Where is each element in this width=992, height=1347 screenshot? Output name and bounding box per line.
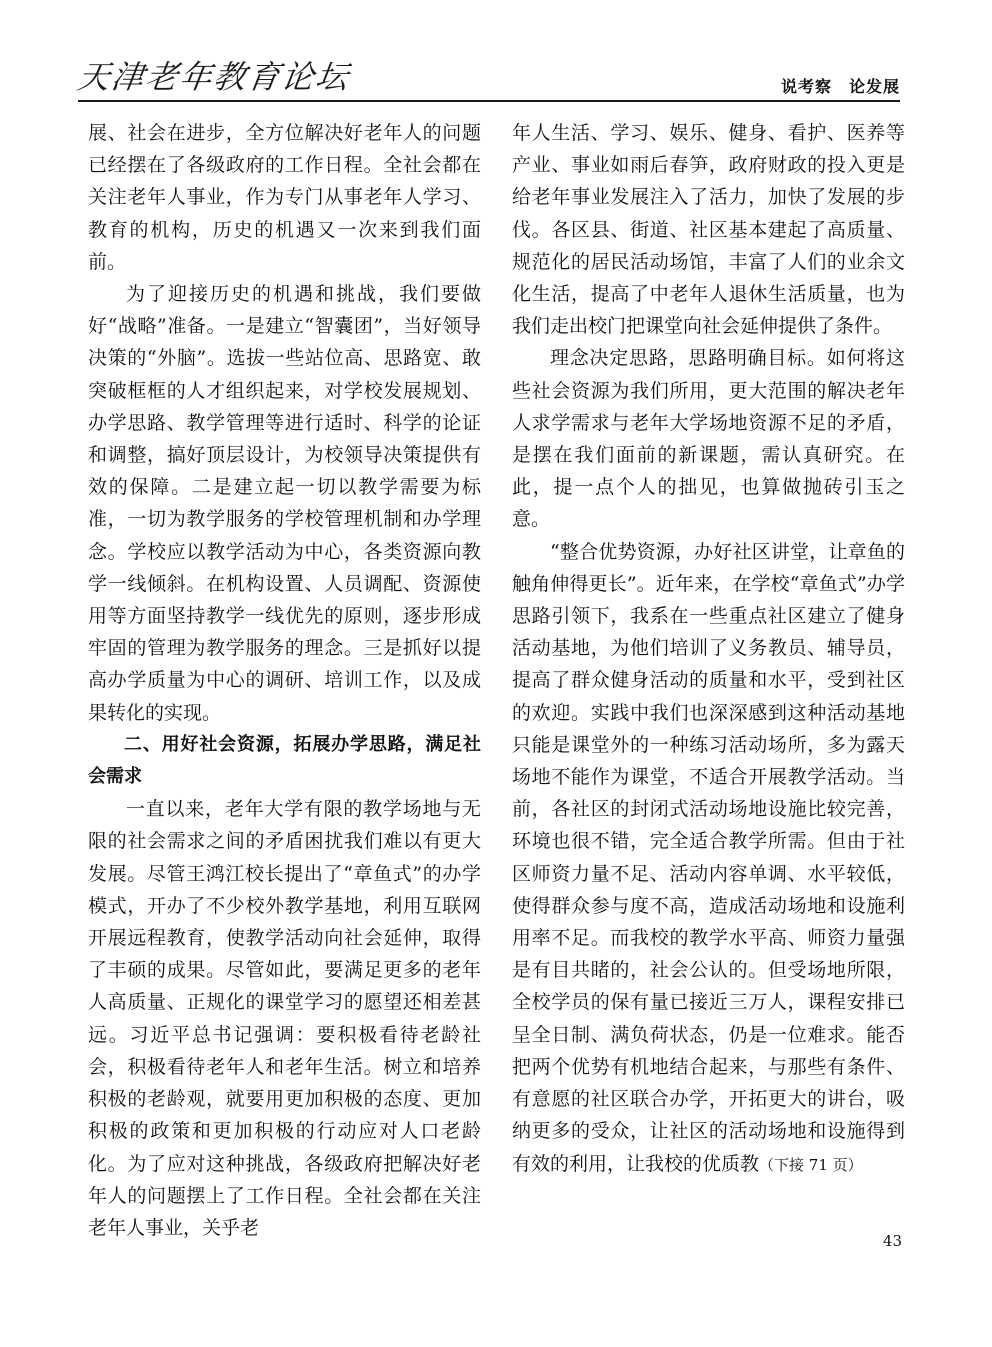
paragraph-2: 为了迎接历史的机遇和挑战，我们要做好“战略”准备。一是建立“智囊团”，当好领导决策的“外脑”。选拔一些站位高、思路宽、敢突破框框的人才组织起来，对学校发展规划、办学思路、教学管理等进行适时、科学的论证和调整，搞好顶层设计，为校领导决策提供有效的保障。二是建立起一切以教学需要为标准，一切为教学服务的学校管理机制和办学理念。学校应以教学活动为中心，各类资源向教学一线倾斜。在机构设置、人员调配、资源使用等方面坚持教学一线优先的原则，逐步形成牢固的管理为教学服务的理念。三是抓好以提高办学质量为中心的调研、培训工作，以及成果转化的实现。 — [88, 283, 481, 724]
paragraph-3: 一直以来，老年大学有限的教学场地与无限的社会需求之间的矛盾困扰我们难以有更大发展。尽管王鸿江校长提出了“章鱼式”的办学模式，开办了不少校外教学基地，利用互联网开展远程教育，使教学活动向社会延伸，取得了丰硕的成果。尽管如此，要满足更多的老年人高质量、正规化的课堂学习的愿望还相差甚远。习近平总书记强调：要积极看待老龄社会，积极看待老年人和老年生活。树立和培养积极的老龄观，就要用更加积极的态度、更加积极的政策和更加积极的行动应对人口老龄化。为了应对这种挑战，各级政府把解决好老年人的问题摆上了工作日程。全社会都在关注老年人事业，关乎老 — [88, 798, 481, 1239]
journal-logo: 天津老年教育论坛 — [75, 58, 353, 96]
paragraph-4: 年人生活、学习、娱乐、健身、看护、医养等产业、事业如雨后春笋，政府财政的投入更是给老年事业发展注入了活力，加快了发展的步伐。各区县、街道、社区基本建起了高质量、规范化的居民活动场馆，丰富了人们的业余文化生活，提高了中老年人退休生活质量，也为我们走出校门把课堂向社会延伸提供了条件。 — [512, 122, 905, 338]
right-column — [512, 117, 905, 1181]
continuation-note: （下接 71 页） — [759, 1155, 863, 1174]
paragraph-6-text: “整合优势资源，办好社区讲堂，让章鱼的触角伸得更长”。近年来，在学校“章鱼式”办学思路引领下，我系在一些重点社区建立了健身活动基地，为他们培训了义务教员、辅导员，提高了群众健身活动的质量和水平，受到社区的欢迎。实践中我们也深深感到这种活动基地只能是课堂外的一种练习活动场所，多为露天场地不能作为课堂，不适合开展教学活动。当前，各社区的封闭式活动场地设施比较完善，环境也很不错，完全适合教学所需。但由于社区师资力量不足、活动内容单调、水平较低，使得群众参与度不高，造成活动场地和设施利用率不足。而我校的教学水平高、师资力量强是有目共睹的，社会公认的。但受场地所限，全校学员的保有量已接近三万人，课程安排已呈全日制、满负荷状态，仍是一位难求。能否把两个优势有机地结合起来，与那些有条件、有意愿的社区联合办学，开拓更大的讲台，吸纳更多的受众，让社区的活动场地和设施得到有效的利用，让我校的优质教 — [512, 540, 905, 1175]
left-column — [88, 117, 481, 1244]
page-number: 43 — [882, 1232, 902, 1250]
paragraph-5: 理念决定思路，思路明确目标。如何将这些社会资源为我们所用，更大范围的解决老年人求学需求与老年大学场地资源不足的矛盾，是摆在我们面前的新课题，需认真研究。在此，提一点个人的拙见，也算做抛砖引玉之意。 — [512, 347, 905, 531]
section-label: 说考察 论发展 — [780, 77, 900, 96]
paragraph-6 — [512, 536, 905, 1181]
section-heading-2: 二、用好社会资源，拓展办学思路，满足社会需求 — [88, 733, 481, 788]
header-rule — [78, 100, 900, 102]
paragraph-1: 展、社会在进步，全方位解决好老年人的问题已经摆在了各级政府的工作日程。全社会都在关注老年人事业，作为专门从事老年人学习、教育的机构，历史的机遇又一次来到我们面前。 — [88, 122, 481, 273]
